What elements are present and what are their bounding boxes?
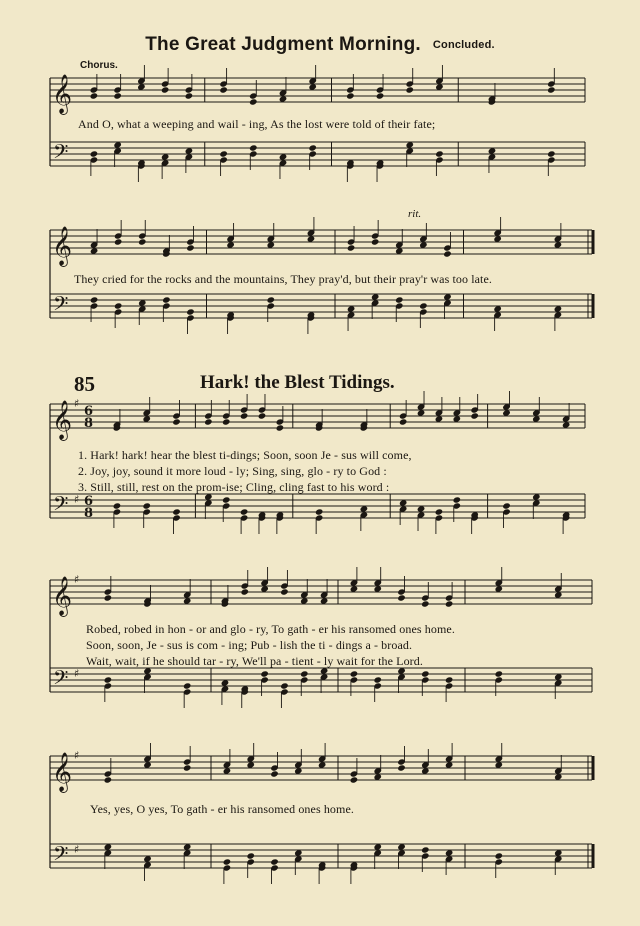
note-head (220, 151, 228, 158)
treble-clef-icon: 𝄞 (52, 576, 73, 616)
note-head (138, 239, 146, 246)
note-head (453, 416, 461, 423)
note-head (471, 413, 479, 420)
bass-clef-icon: 𝄢 (53, 842, 69, 870)
note-head (445, 762, 453, 769)
time-signature-bottom: 8 (84, 416, 94, 431)
note-head (204, 494, 212, 501)
note-head (309, 145, 317, 152)
note-head (249, 99, 257, 106)
note-head (554, 850, 562, 857)
note-head (453, 497, 461, 504)
note-head (241, 589, 249, 596)
note-head (562, 422, 570, 429)
note-head (309, 84, 317, 91)
note-head (417, 506, 425, 513)
note-head (503, 503, 511, 510)
note-head (445, 601, 453, 608)
note-head (320, 668, 328, 675)
note-head (360, 506, 368, 513)
note-head (444, 294, 452, 301)
note-head (374, 586, 382, 593)
note-head (547, 151, 555, 158)
title-text: The Great Judgment Morning. (145, 34, 421, 55)
note-head (104, 777, 112, 784)
note-head (399, 419, 407, 426)
note-head (350, 586, 358, 593)
note-head (261, 671, 269, 678)
note-head (547, 87, 555, 94)
time-signature-top: 6 (84, 494, 94, 509)
note-head (223, 768, 231, 775)
note-head (204, 419, 212, 426)
note-head (395, 297, 403, 304)
verse-line: Robed, robed in hon - or and glo - ry, To gath - er his ransomed ones home. (86, 622, 455, 636)
note-head (554, 306, 562, 313)
note-head (374, 677, 382, 684)
note-head (185, 93, 193, 100)
note-head (267, 242, 275, 249)
note-head (495, 586, 503, 593)
note-head (114, 93, 122, 100)
note-head (532, 494, 540, 501)
verse-line: Soon, soon, Je - sus is com - ing; Pub - lish the ti - dings a - broad. (86, 638, 413, 652)
note-head (347, 245, 355, 252)
note-head (445, 677, 453, 684)
lyric-line: And O, what a weeping and wail - ing, As the lost were told of their fate; (78, 117, 436, 131)
note-head (419, 242, 427, 249)
note-head (374, 774, 382, 781)
note-head (398, 844, 406, 851)
note-head (276, 425, 284, 432)
note-head (187, 245, 195, 252)
note-head (247, 762, 255, 769)
note-head (421, 601, 429, 608)
note-head (114, 239, 122, 246)
note-head (221, 680, 229, 687)
verse-line: 3. Still, still, rest on the prom-ise; Cling, cling fast to his word : (78, 480, 390, 494)
note-head (421, 671, 429, 678)
note-head (395, 248, 403, 255)
note-head (398, 595, 406, 602)
note-head (114, 303, 122, 310)
treble-clef-icon: 𝄞 (52, 74, 73, 114)
note-head (104, 844, 112, 851)
note-head (371, 239, 379, 246)
note-head (406, 87, 414, 94)
note-head (374, 844, 382, 851)
note-head (173, 509, 181, 516)
note-head (435, 509, 443, 516)
note-head (271, 771, 279, 778)
time-signature-bottom: 8 (84, 506, 94, 521)
note-head (240, 509, 248, 516)
note-head (445, 850, 453, 857)
note-head (261, 586, 269, 593)
note-head (183, 598, 191, 605)
treble-clef-icon: 𝄞 (52, 226, 73, 266)
note-head (294, 768, 302, 775)
note-head (249, 145, 257, 152)
note-head (113, 503, 121, 510)
note-head (417, 410, 425, 417)
treble-clef-icon: 𝄞 (52, 752, 73, 792)
note-head (494, 306, 502, 313)
chorus-label: Chorus. (80, 60, 118, 71)
note-head (347, 306, 355, 313)
note-head (90, 151, 98, 158)
note-head (371, 294, 379, 301)
sharp-icon: ♯ (74, 573, 80, 586)
note-head (258, 413, 266, 420)
note-head (104, 677, 112, 684)
bass-clef-icon: 𝄢 (53, 492, 69, 520)
sharp-icon: ♯ (74, 493, 80, 506)
hymn-title: Hark! the Blest Tidings. (200, 372, 395, 393)
time-signature-top: 6 (84, 404, 94, 419)
note-head (220, 87, 228, 94)
note-head (240, 413, 248, 420)
bass-clef-icon: 𝄢 (53, 140, 69, 168)
note-head (532, 416, 540, 423)
sharp-icon: ♯ (74, 749, 80, 762)
note-head (398, 668, 406, 675)
note-head (554, 242, 562, 249)
note-head (421, 768, 429, 775)
note-head (280, 589, 288, 596)
note-head (294, 850, 302, 857)
note-head (90, 93, 98, 100)
note-head (222, 419, 230, 426)
note-head (280, 683, 288, 690)
note-head (419, 303, 427, 310)
note-head (279, 154, 287, 161)
note-head (187, 309, 195, 316)
note-head (495, 853, 503, 860)
note-head (320, 598, 328, 605)
note-head (494, 236, 502, 243)
note-head (90, 248, 98, 255)
note-head (227, 242, 235, 249)
note-head (162, 297, 170, 304)
ritardando-mark: rit. (408, 208, 422, 220)
note-head (144, 856, 152, 863)
note-head (554, 592, 562, 599)
note-head (183, 765, 191, 772)
note-head (350, 777, 358, 784)
note-head (90, 297, 98, 304)
bass-clef-icon: 𝄢 (53, 666, 69, 694)
note-head (114, 142, 122, 149)
note-head (173, 419, 181, 426)
note-head (318, 762, 326, 769)
note-head (222, 497, 230, 504)
note-head (399, 500, 407, 507)
note-head (307, 236, 315, 243)
note-head (300, 598, 308, 605)
note-head (183, 683, 191, 690)
note-head (137, 84, 145, 91)
sharp-icon: ♯ (74, 843, 80, 856)
verse-line: Wait, wait, if he should tar - ry, We'll pa - tient - ly wait for the Lord. (86, 654, 423, 668)
note-head (267, 297, 275, 304)
note-head (144, 668, 152, 675)
note-head (185, 148, 193, 155)
note-head (421, 847, 429, 854)
note-head (183, 844, 191, 851)
note-head (300, 671, 308, 678)
note-head (279, 96, 287, 103)
note-head (346, 93, 354, 100)
note-head (435, 416, 443, 423)
note-head (554, 774, 562, 781)
note-head (444, 251, 452, 258)
note-head (161, 87, 169, 94)
note-head (161, 154, 169, 161)
note-head (376, 93, 384, 100)
note-head (223, 859, 231, 866)
note-head (104, 595, 112, 602)
verse-line: 1. Hark! hark! hear the blest ti-dings; Soon, soon Je - sus will come, (78, 448, 412, 462)
note-head (398, 765, 406, 772)
note-head (495, 762, 503, 769)
sharp-icon: ♯ (74, 667, 80, 680)
note-head (554, 674, 562, 681)
note-head (503, 410, 511, 417)
note-head (406, 142, 414, 149)
sharp-icon: ♯ (74, 397, 80, 410)
note-head (144, 762, 152, 769)
note-head (488, 148, 496, 155)
note-head (315, 509, 323, 516)
note-head (143, 416, 151, 423)
note-head (435, 84, 443, 91)
refrain-line: Yes, yes, O yes, To gath - er his ransomed ones home. (90, 802, 354, 816)
treble-clef-icon: 𝄞 (52, 400, 73, 440)
note-head (435, 151, 443, 158)
note-head (247, 853, 255, 860)
hymn-number: 85 (74, 372, 95, 396)
verse-line: 2. Joy, joy, sound it more loud - ly; Sing, sing, glo - ry to God : (78, 464, 387, 478)
note-head (143, 503, 151, 510)
note-head (495, 671, 503, 678)
note-head (138, 300, 146, 307)
note-head (271, 859, 279, 866)
note-head (350, 671, 358, 678)
bass-clef-icon: 𝄢 (53, 292, 69, 320)
lyric-line: They cried for the rocks and the mountains, They pray'd, but their pray'r was too late. (74, 272, 493, 286)
title-note: Concluded. (432, 39, 495, 51)
